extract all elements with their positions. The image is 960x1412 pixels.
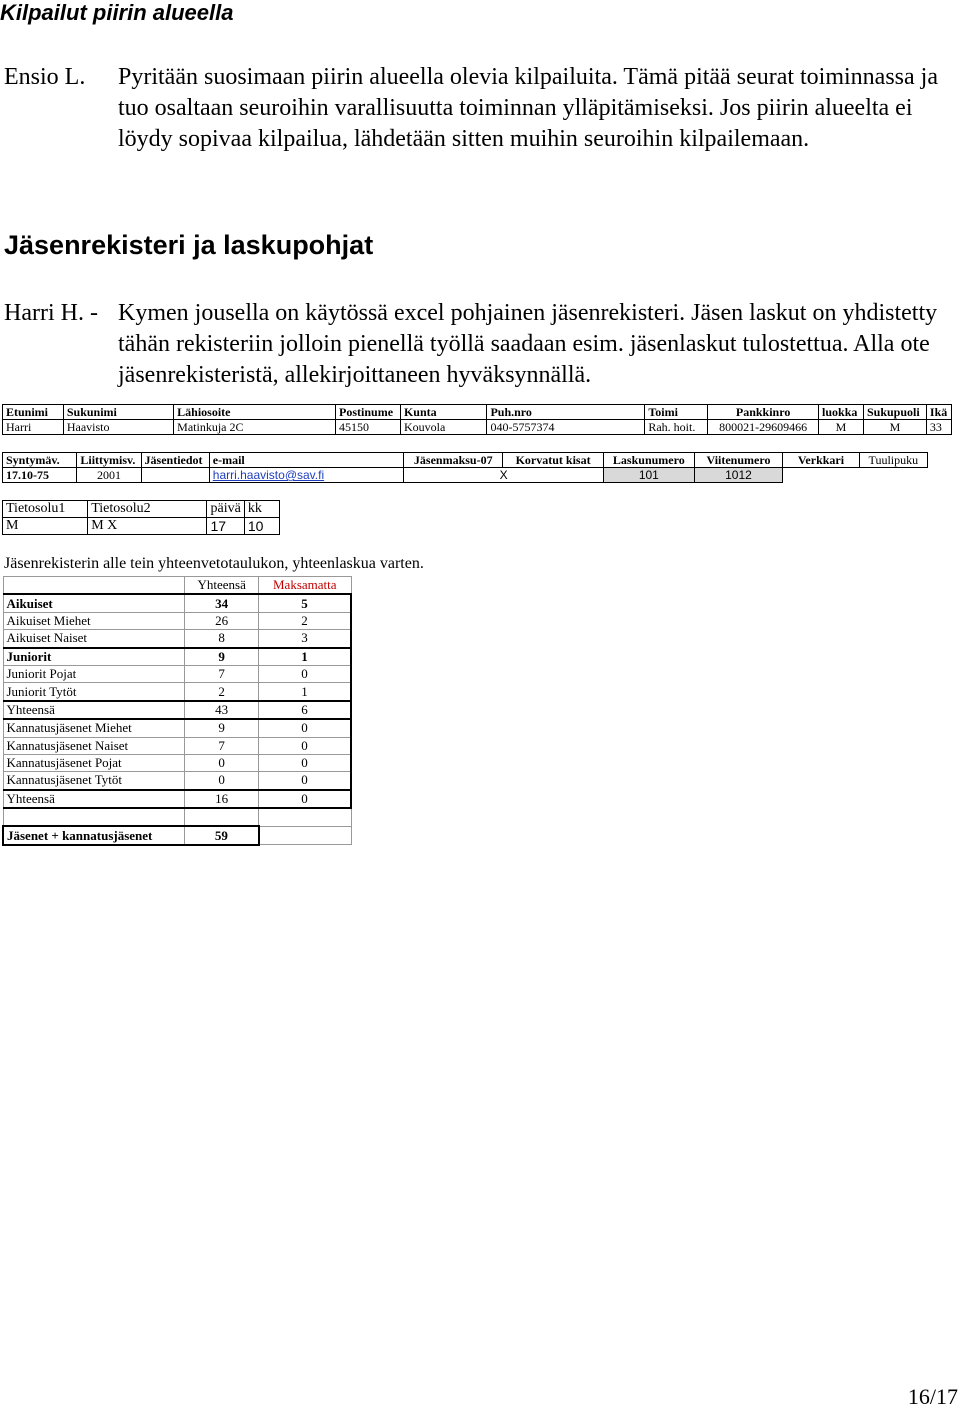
cell: 17 — [207, 518, 244, 535]
paragraph-competitions: Pyritään suosimaan piirin alueella olevia kilpailuita. Tämä pitää seurat toiminnassa ja tuo osaltaan seuroihin varallisuutta toiminnan ylläpitämiseksi. Jos piirin alueelta ei löydy sopivaa kilpailua, lähdetään sitten muihin seuroihin kilpailemaan. — [118, 64, 938, 152]
cell: Harri — [3, 420, 64, 435]
row-label: Kannatusjäsenet Tytöt — [3, 772, 185, 790]
speaker-harri: Harri H. - — [4, 300, 98, 326]
grand-total-value: 59 — [185, 826, 259, 844]
speaker-ensio: Ensio L. — [4, 64, 86, 90]
grand-total-label: Jäsenet + kannatusjäsenet — [3, 826, 185, 844]
cell: 33 — [926, 420, 951, 435]
cell — [141, 468, 209, 483]
cell: 101 — [604, 468, 695, 483]
table-header-row — [3, 405, 952, 420]
row-label: Yhteensä — [3, 790, 185, 808]
table-row — [3, 719, 351, 737]
header-cell: päivä — [207, 501, 244, 518]
header-cell: Kunta — [400, 405, 487, 420]
summary-header-row — [3, 577, 351, 595]
row-total: 0 — [185, 772, 259, 790]
header-total: Yhteensä — [185, 577, 259, 595]
header-cell: Jäsentiedot — [141, 453, 209, 468]
row-label: Aikuiset Miehet — [3, 612, 185, 629]
cell: 17.10-75 — [3, 468, 77, 483]
header-cell: Puh.nro — [487, 405, 645, 420]
cell — [783, 468, 859, 483]
row-unpaid: 2 — [259, 612, 351, 629]
row-unpaid: 3 — [259, 630, 351, 648]
cell: M — [3, 518, 88, 535]
row-label: Juniorit — [3, 648, 185, 666]
header-cell: luokka — [819, 405, 864, 420]
table-row — [3, 665, 351, 682]
header-cell: Tietosolu2 — [88, 501, 207, 518]
header-cell: Lähiosoite — [174, 405, 336, 420]
cell: M — [863, 420, 926, 435]
row-unpaid: 0 — [259, 772, 351, 790]
row-total: 2 — [185, 683, 259, 701]
row-total: 9 — [185, 719, 259, 737]
header-cell: Etunimi — [3, 405, 64, 420]
cell: M X — [88, 518, 207, 535]
row-unpaid: 1 — [259, 683, 351, 701]
header-cell: Laskunumero — [604, 453, 695, 468]
row-unpaid: 0 — [259, 719, 351, 737]
row-label: Kannatusjäsenet Pojat — [3, 754, 185, 771]
row-unpaid: 0 — [259, 665, 351, 682]
header-cell: e-mail — [209, 453, 404, 468]
table-row — [3, 683, 351, 701]
section-title-member-register: Jäsenrekisteri ja laskupohjat — [4, 230, 374, 260]
page-number: 16/17 — [907, 1384, 958, 1409]
table-row — [3, 648, 351, 666]
table-row — [3, 612, 351, 629]
cell: 1012 — [694, 468, 783, 483]
header-cell: kk — [244, 501, 279, 518]
row-label: Aikuiset — [3, 594, 185, 612]
cell: X — [404, 468, 604, 483]
header-cell: Ikä — [926, 405, 951, 420]
header-cell: Jäsenmaksu-07 — [404, 453, 503, 468]
row-total: 16 — [185, 790, 259, 808]
header-cell: Korvatut kisat — [503, 453, 604, 468]
cell: 040-5757374 — [487, 420, 645, 435]
summary-intro-text: Jäsenrekisterin alle tein yhteenvetotaulukon, yhteenlaskua varten. — [4, 555, 424, 572]
header-cell: Sukunimi — [63, 405, 173, 420]
cell: 10 — [244, 518, 279, 535]
header-cell: Toimi — [645, 405, 708, 420]
table-row — [3, 701, 351, 719]
header-cell — [3, 577, 185, 595]
header-cell: Pankkinro — [708, 405, 819, 420]
cell — [259, 808, 351, 826]
cell: Kouvola — [400, 420, 487, 435]
cell — [185, 808, 259, 826]
cell — [859, 468, 927, 483]
header-cell: Sukupuoli — [863, 405, 926, 420]
cell: 2001 — [77, 468, 141, 483]
table-row — [3, 518, 280, 535]
cell — [259, 826, 351, 844]
header-cell: Viitenumero — [694, 453, 783, 468]
register-table-3 — [2, 500, 280, 535]
row-label: Kannatusjäsenet Naiset — [3, 737, 185, 754]
table-row — [3, 630, 351, 648]
cell — [3, 808, 185, 826]
spacer-row — [3, 808, 351, 826]
table-row — [3, 468, 928, 483]
table-row — [3, 594, 351, 612]
header-cell: Tietosolu1 — [3, 501, 88, 518]
cell: 45150 — [336, 420, 401, 435]
row-label: Yhteensä — [3, 701, 185, 719]
row-total: 7 — [185, 665, 259, 682]
header-cell: Postinume — [336, 405, 401, 420]
register-table-1 — [2, 404, 952, 435]
row-total: 0 — [185, 754, 259, 771]
table-header-row — [3, 501, 280, 518]
header-unpaid: Maksamatta — [259, 577, 351, 595]
row-unpaid: 0 — [259, 790, 351, 808]
header-cell: Liittymisv. — [77, 453, 141, 468]
cell: M — [819, 420, 864, 435]
register-table-2 — [2, 452, 928, 483]
row-label: Juniorit Pojat — [3, 665, 185, 682]
summary-table — [2, 576, 352, 846]
cell: Haavisto — [63, 420, 173, 435]
email-link[interactable]: harri.haavisto@sav.fi — [212, 468, 325, 482]
row-total: 7 — [185, 737, 259, 754]
paragraph-member-register: Kymen jousella on käytössä excel pohjainen jäsenrekisteri. Jäsen laskut on yhdistetty tähän rekisteriin jolloin pienellä työllä saadaan esim. jäsenlaskut tulostettua. Alla ote jäsenrekisteristä, allekirjoittaneen hyväksynnällä. — [118, 300, 938, 388]
row-label: Juniorit Tytöt — [3, 683, 185, 701]
table-row — [3, 772, 351, 790]
header-cell: Verkkari — [783, 453, 859, 468]
table-header-row — [3, 453, 928, 468]
row-total: 34 — [185, 594, 259, 612]
section-title-competitions: Kilpailut piirin alueella — [0, 0, 234, 25]
table-row — [3, 790, 351, 808]
grand-total-row — [3, 826, 351, 844]
row-label: Aikuiset Naiset — [3, 630, 185, 648]
row-total: 9 — [185, 648, 259, 666]
row-label: Kannatusjäsenet Miehet — [3, 719, 185, 737]
row-total: 8 — [185, 630, 259, 648]
email-cell — [209, 468, 404, 483]
row-unpaid: 1 — [259, 648, 351, 666]
table-row — [3, 420, 952, 435]
header-cell: Tuulipuku — [859, 453, 927, 468]
row-total: 43 — [185, 701, 259, 719]
row-unpaid: 5 — [259, 594, 351, 612]
cell: Rah. hoit. — [645, 420, 708, 435]
table-row — [3, 737, 351, 754]
cell: Matinkuja 2C — [174, 420, 336, 435]
cell: 800021-29609466 — [708, 420, 819, 435]
row-unpaid: 6 — [259, 701, 351, 719]
row-unpaid: 0 — [259, 754, 351, 771]
header-cell: Syntymäv. — [3, 453, 77, 468]
row-total: 26 — [185, 612, 259, 629]
row-unpaid: 0 — [259, 737, 351, 754]
table-row — [3, 754, 351, 771]
